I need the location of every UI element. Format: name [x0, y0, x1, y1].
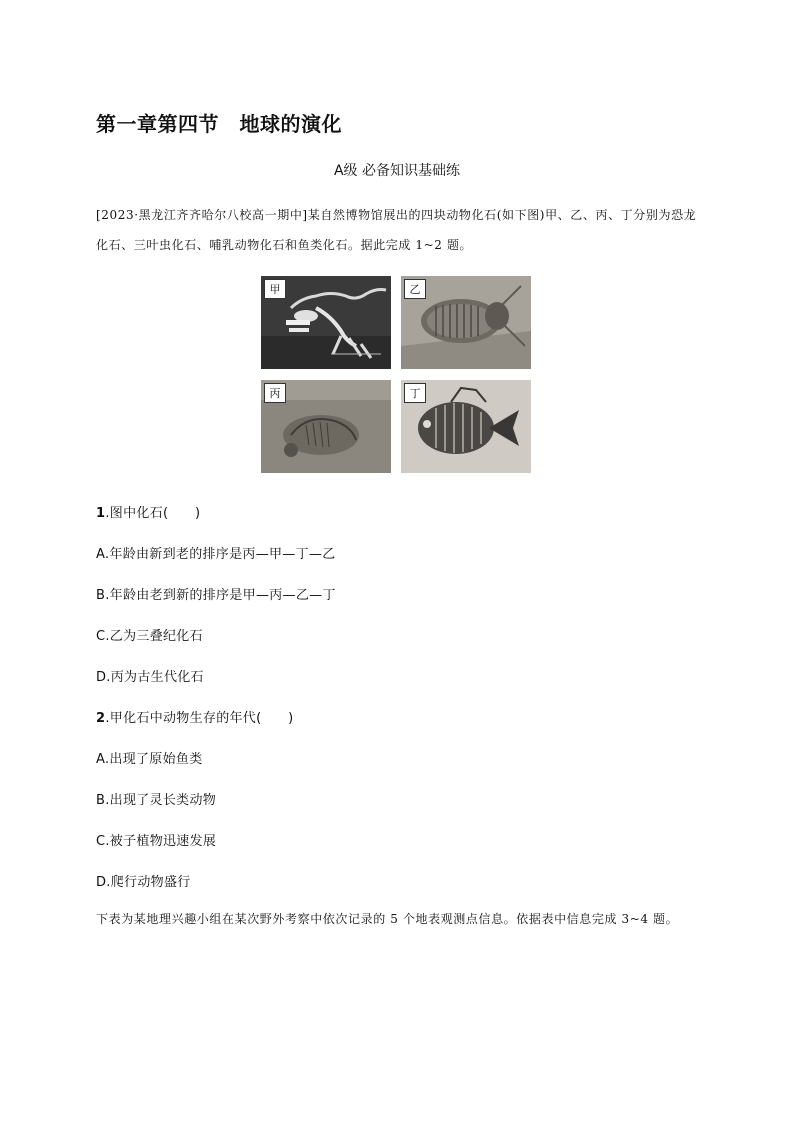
fossil-image-trilobite — [401, 276, 531, 369]
answer-option: C.被子植物迅速发展 — [96, 834, 217, 849]
outro-paragraph: 下表为某地理兴趣小组在某次野外考察中依次记录的 5 个地表观测点信息。依据表中信息完成 3~4 题。 — [96, 912, 679, 926]
question-number: 2 — [96, 711, 106, 726]
question-number: 1 — [96, 506, 106, 521]
answer-option: B.出现了灵长类动物 — [96, 793, 217, 808]
fossil-figure — [261, 276, 533, 476]
fossil-label: 乙 — [404, 279, 426, 299]
fossil-label: 丁 — [404, 383, 426, 403]
intro-paragraph: [2023·黑龙江齐齐哈尔八校高一期中]某自然博物馆展出的四块动物化石(如下图)甲、乙、丙、丁分别为恐龙化石、三叶虫化石、哺乳动物化石和鱼类化石。据此完成 1~2 题。 — [96, 208, 697, 252]
page-title: 第一章第四节 地球的演化 — [96, 112, 342, 136]
fossil-image-mammal — [261, 380, 391, 473]
question-stem: 2.甲化石中动物生存的年代( ) — [96, 711, 294, 726]
answer-option: C.乙为三叠纪化石 — [96, 629, 203, 644]
answer-option: B.年龄由老到新的排序是甲—丙—乙—丁 — [96, 588, 336, 603]
fossil-label: 丙 — [264, 383, 286, 403]
fossil-label: 甲 — [264, 279, 286, 299]
answer-option: A.出现了原始鱼类 — [96, 752, 203, 767]
fossil-image-fish — [401, 380, 531, 473]
section-level-heading: A级 必备知识基础练 — [333, 163, 461, 179]
answer-option: A.年龄由新到老的排序是丙—甲—丁—乙 — [96, 547, 336, 562]
answer-option: D.丙为古生代化石 — [96, 670, 204, 685]
fossil-image-dinosaur — [261, 276, 391, 369]
question-stem: 1.图中化石( ) — [96, 506, 201, 521]
answer-option: D.爬行动物盛行 — [96, 875, 191, 890]
